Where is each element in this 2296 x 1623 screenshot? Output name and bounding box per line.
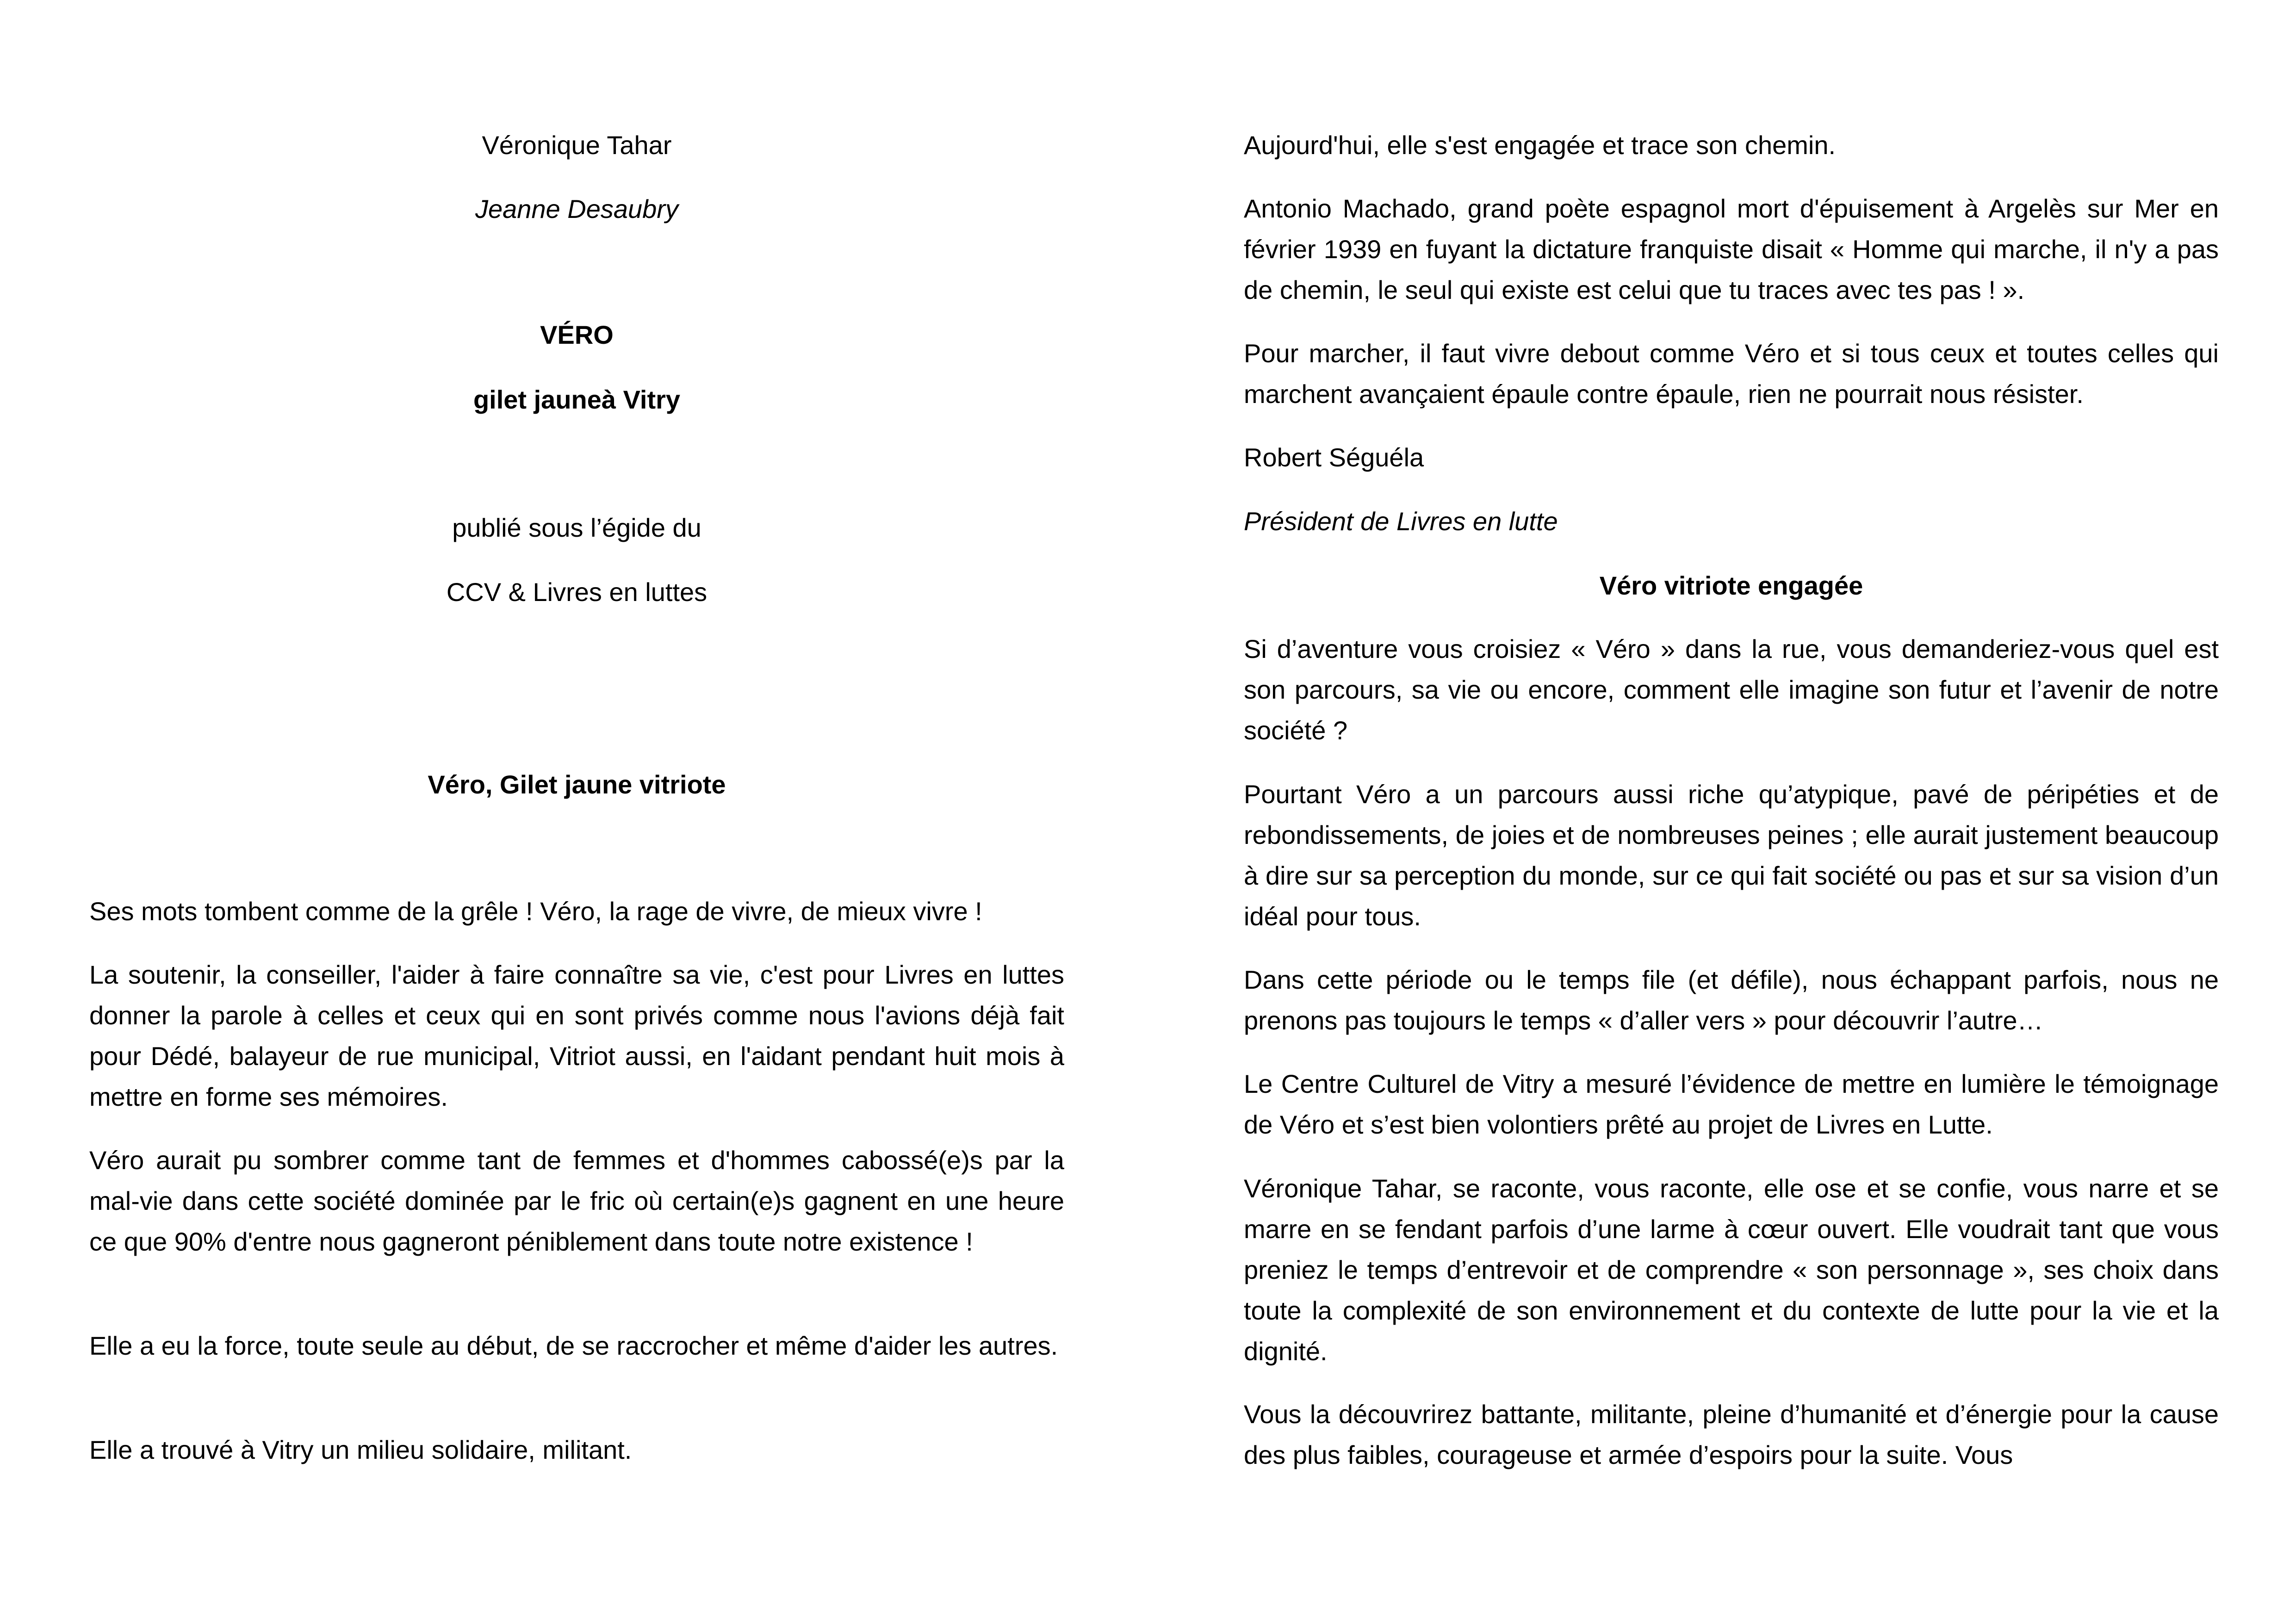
section-title-left: Véro, Gilet jaune vitriote: [428, 770, 726, 799]
signature-title: Président de Livres en lutte: [1244, 507, 1558, 536]
right-paragraph-9: Vous la découvrirez battante, militante, pleine d’humanité et d’énergie pour la cause des plus faibles, courageuse et armée d’espoirs pour la suite. Vous: [1244, 1400, 2219, 1469]
right-paragraph-3: Pour marcher, il faut vivre debout comme Véro et si tous ceux et toutes celles qui marchent avançaient épaule contre épaule, rien ne pourrait nous résister.: [1244, 339, 2219, 409]
left-paragraph-5: Elle a trouvé à Vitry un milieu solidaire, militant.: [89, 1435, 632, 1464]
signature-name: Robert Séguéla: [1244, 443, 1424, 472]
book-title: VÉRO: [540, 320, 614, 349]
right-paragraph-7: Le Centre Culturel de Vitry a mesuré l’évidence de mettre en lumière le témoignage de Véro et s’est bien volontiers prêté au projet de Livres en Lutte.: [1244, 1069, 2219, 1139]
co-author-name: Jeanne Desaubry: [475, 194, 678, 223]
publisher-line-1: publié sous l’égide du: [452, 513, 701, 542]
publisher-line-2: CCV & Livres en luttes: [446, 577, 707, 607]
left-paragraph-2: La soutenir, la conseiller, l'aider à faire connaître sa vie, c'est pour Livres en luttes donner la parole à celles et ceux qui en sont privés comme nous l'avions déjà fait pour Dédé, balayeur de rue municipal, Vitriot aussi, en l'aidant pendant huit mois à mettre en forme ses mémoires.: [89, 960, 1064, 1111]
section-title-right: Véro vitriote engagée: [1599, 571, 1863, 600]
left-paragraph-4: Elle a eu la force, toute seule au début, de se raccrocher et même d'aider les autres.: [89, 1331, 1058, 1360]
left-paragraph-3: Véro aurait pu sombrer comme tant de femmes et d'hommes cabossé(e)s par la mal-vie dans cette société dominée par le fric où certain(e)s gagnent en une heure ce que 90% d'entre nous gagneront péniblement dans toute notre existence !: [89, 1146, 1064, 1256]
right-paragraph-8: Véronique Tahar, se raconte, vous raconte, elle ose et se confie, vous narre et se marre en se fendant parfois d’une larme à cœur ouvert. Elle voudrait tant que vous preniez le temps d’entrevoir et de comprendre « son personnage », ses choix dans toute la complexité de son environnement et du contexte de lutte pour la vie et la dignité.: [1244, 1174, 2219, 1366]
right-paragraph-5: Pourtant Véro a un parcours aussi riche qu’atypique, pavé de péripéties et de rebondissements, de joies et de nombreuses peines ; elle aurait justement beaucoup à dire sur sa perception du monde, sur ce qui fait société ou pas et sur sa vision d’un idéal pour tous.: [1244, 780, 2219, 931]
left-paragraph-1: Ses mots tombent comme de la grêle ! Véro, la rage de vivre, de mieux vivre !: [89, 897, 982, 926]
right-paragraph-1: Aujourd'hui, elle s'est engagée et trace son chemin.: [1244, 130, 1836, 160]
right-paragraph-6: Dans cette période ou le temps file (et défile), nous échappant parfois, nous ne prenons pas toujours le temps « d’aller vers » pour découvrir l’autre…: [1244, 965, 2219, 1035]
book-subtitle: gilet jauneà Vitry: [473, 385, 681, 414]
right-paragraph-2: Antonio Machado, grand poète espagnol mort d'épuisement à Argelès sur Mer en février 1939 en fuyant la dictature franquiste disait « Homme qui marche, il n'y a pas de chemin, le seul qui existe est celui que tu traces avec tes pas ! ».: [1244, 194, 2219, 304]
author-name: Véronique Tahar: [482, 130, 672, 160]
right-paragraph-4: Si d’aventure vous croisiez « Véro » dans la rue, vous demanderiez-vous quel est son parcours, sa vie ou encore, comment elle imagine son futur et l’avenir de notre société ?: [1244, 634, 2219, 745]
